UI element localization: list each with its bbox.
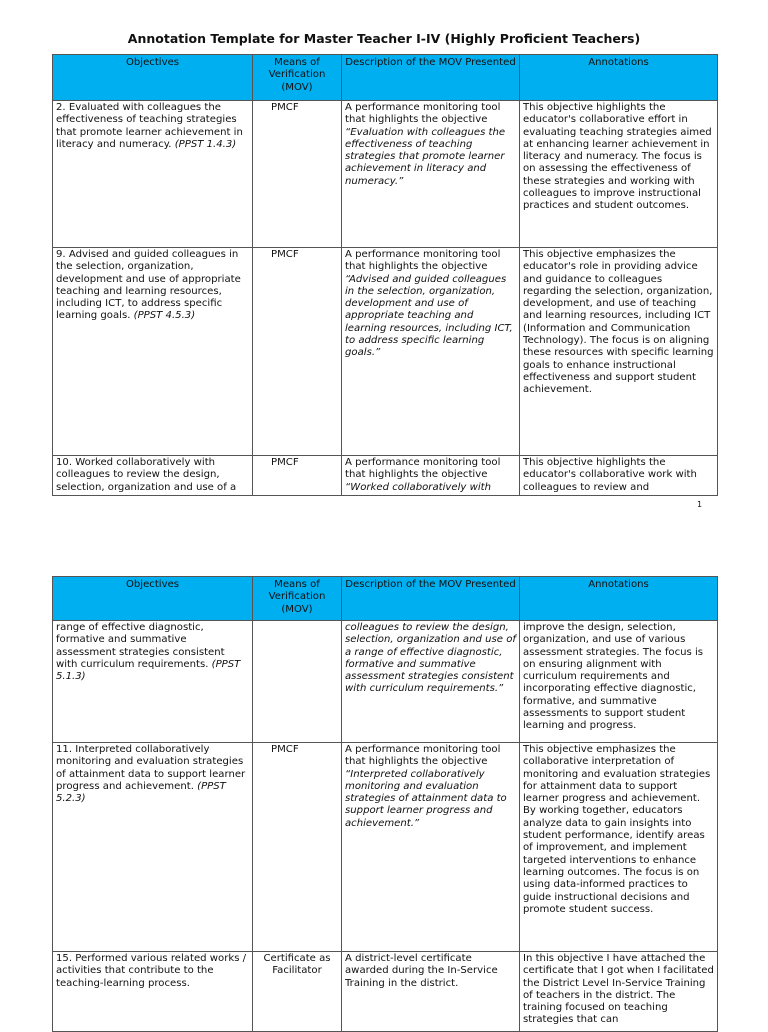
mov-cell: PMCF [253,101,342,248]
mov-cell: PMCF [253,743,342,952]
description-cell: A performance monitoring tool that highlights the objective “Worked collaboratively with [342,456,520,496]
description-cell [342,621,520,743]
description-cell: A district-level certificate awarded during the In-Service Training in the district. [342,952,520,1032]
table-row [53,248,718,456]
table-header-row [53,577,718,621]
header-objectives: Objectives [53,577,253,621]
table-row [53,743,718,952]
annotation-cell: improve the design, selection, organization, and use of various assessment strategies. The focus is on ensuring alignment with curriculum requirements and incorporating effective diagnostic, formative, and summative assessments to support student learning and progress. [520,621,718,743]
table-row [53,101,718,248]
annotation-cell: This objective emphasizes the educator's role in providing advice and guidance to colleagues regarding the selection, organization, development, and use of teaching and learning resources, including ICT (Information and Communication Technology). The focus is on aligning these resources with specific learning goals to enhance instructional effectiveness and support student achievement. [520,248,718,456]
annotation-table-page-1 [52,54,718,496]
table-row [53,621,718,743]
objective-quote: “Interpreted collaboratively monitoring and evaluation strategies of attainment data to support learner progress and achievement.” [345,768,507,829]
mov-cell: PMCF [253,248,342,456]
objective-cell: 9. Advised and guided colleagues in the selection, organization, development and use of appropriate teaching and learning resources, including ICT, to address specific learning goals. (PPST 4.5.3) [53,248,253,456]
header-annotations: Annotations [520,55,718,101]
objective-quote: “Evaluation with colleagues the effectiveness of teaching strategies that promote learner achievement in literacy and numeracy.” [345,126,506,187]
annotation-cell: This objective highlights the educator's collaborative effort in evaluating teaching strategies aimed at enhancing learner achievement in literacy and numeracy. The focus is on assessing the effectiveness of these strategies and working with colleagues to improve instructional practices and student outcomes. [520,101,718,248]
header-annotations: Annotations [520,577,718,621]
table-row [53,952,718,1032]
mov-cell: PMCF [253,456,342,496]
objective-quote: “Worked collaboratively with [345,481,491,493]
annotation-cell: This objective emphasizes the collaborative interpretation of monitoring and evaluation strategies for attainment data to support learner progress and achievement. By working together, educators analyze data to gain insights into student performance, identify areas of improvement, and implement targeted interventions to enhance learning outcomes. The focus is on using data-informed practices to guide instructional decisions and promote student success. [520,743,718,952]
table-row [53,456,718,496]
page-title: Annotation Template for Master Teacher I-IV (Highly Proficient Teachers) [127,31,641,46]
annotation-table-page-2 [52,576,718,1032]
ppst-reference: (PPST 1.4.3) [174,138,237,150]
header-objectives: Objectives [53,55,253,101]
annotation-cell: In this objective I have attached the certificate that I got when I facilitated the District Level In-Service Training of teachers in the district. The training focused on teaching strategies that can [520,952,718,1032]
description-cell: A performance monitoring tool that highlights the objective “Interpreted collaboratively monitoring and evaluation strategies of attainment data to support learner progress and achievement.” [342,743,520,952]
objective-quote: colleagues to review the design, selection, organization and use of a range of effective diagnostic, formative and summative assessment strategies consistent with curriculum requirements.” [345,622,516,695]
page-number: 1 [697,500,703,509]
description-cell: A performance monitoring tool that highlights the objective “Advised and guided colleagues in the selection, organization, development and use of appropriate teaching and learning resources, including ICT, to address specific learning goals.” [342,248,520,456]
objective-cell: 2. Evaluated with colleagues the effectiveness of teaching strategies that promote learner achievement in literacy and numeracy. (PPST 1.4.3) [53,101,253,248]
objective-quote: “Advised and guided colleagues in the selection, organization, development and use of appropriate teaching and learning resources, including ICT, to address specific learning goals.” [345,273,513,359]
annotation-cell: This objective highlights the educator's collaborative work with colleagues to review and [520,456,718,496]
ppst-reference: (PPST 5.2.3) [56,780,226,805]
header-mov: Means of Verification (MOV) [253,577,342,621]
table-header-row [53,55,718,101]
objective-cell: 15. Performed various related works / activities that contribute to the teaching-learning process. [53,952,253,1032]
objective-cell: 10. Worked collaboratively with colleagues to review the design, selection, organization and use of a [53,456,253,496]
ppst-reference: (PPST 5.1.3) [56,658,241,683]
mov-cell [253,621,342,743]
header-description: Description of the MOV Presented [342,577,520,621]
header-mov: Means of Verification (MOV) [253,55,342,101]
header-description: Description of the MOV Presented [342,55,520,101]
mov-cell: Certificate as Facilitator [253,952,342,1032]
objective-cell: range of effective diagnostic, formative and summative assessment strategies consistent with curriculum requirements. (PPST 5.1.3) [53,621,253,743]
ppst-reference: (PPST 4.5.3) [133,310,196,322]
objective-cell: 11. Interpreted collaboratively monitoring and evaluation strategies of attainment data to support learner progress and achievement. (PPST 5.2.3) [53,743,253,952]
description-cell: A performance monitoring tool that highlights the objective “Evaluation with colleagues the effectiveness of teaching strategies that promote learner achievement in literacy and numeracy.” [342,101,520,248]
